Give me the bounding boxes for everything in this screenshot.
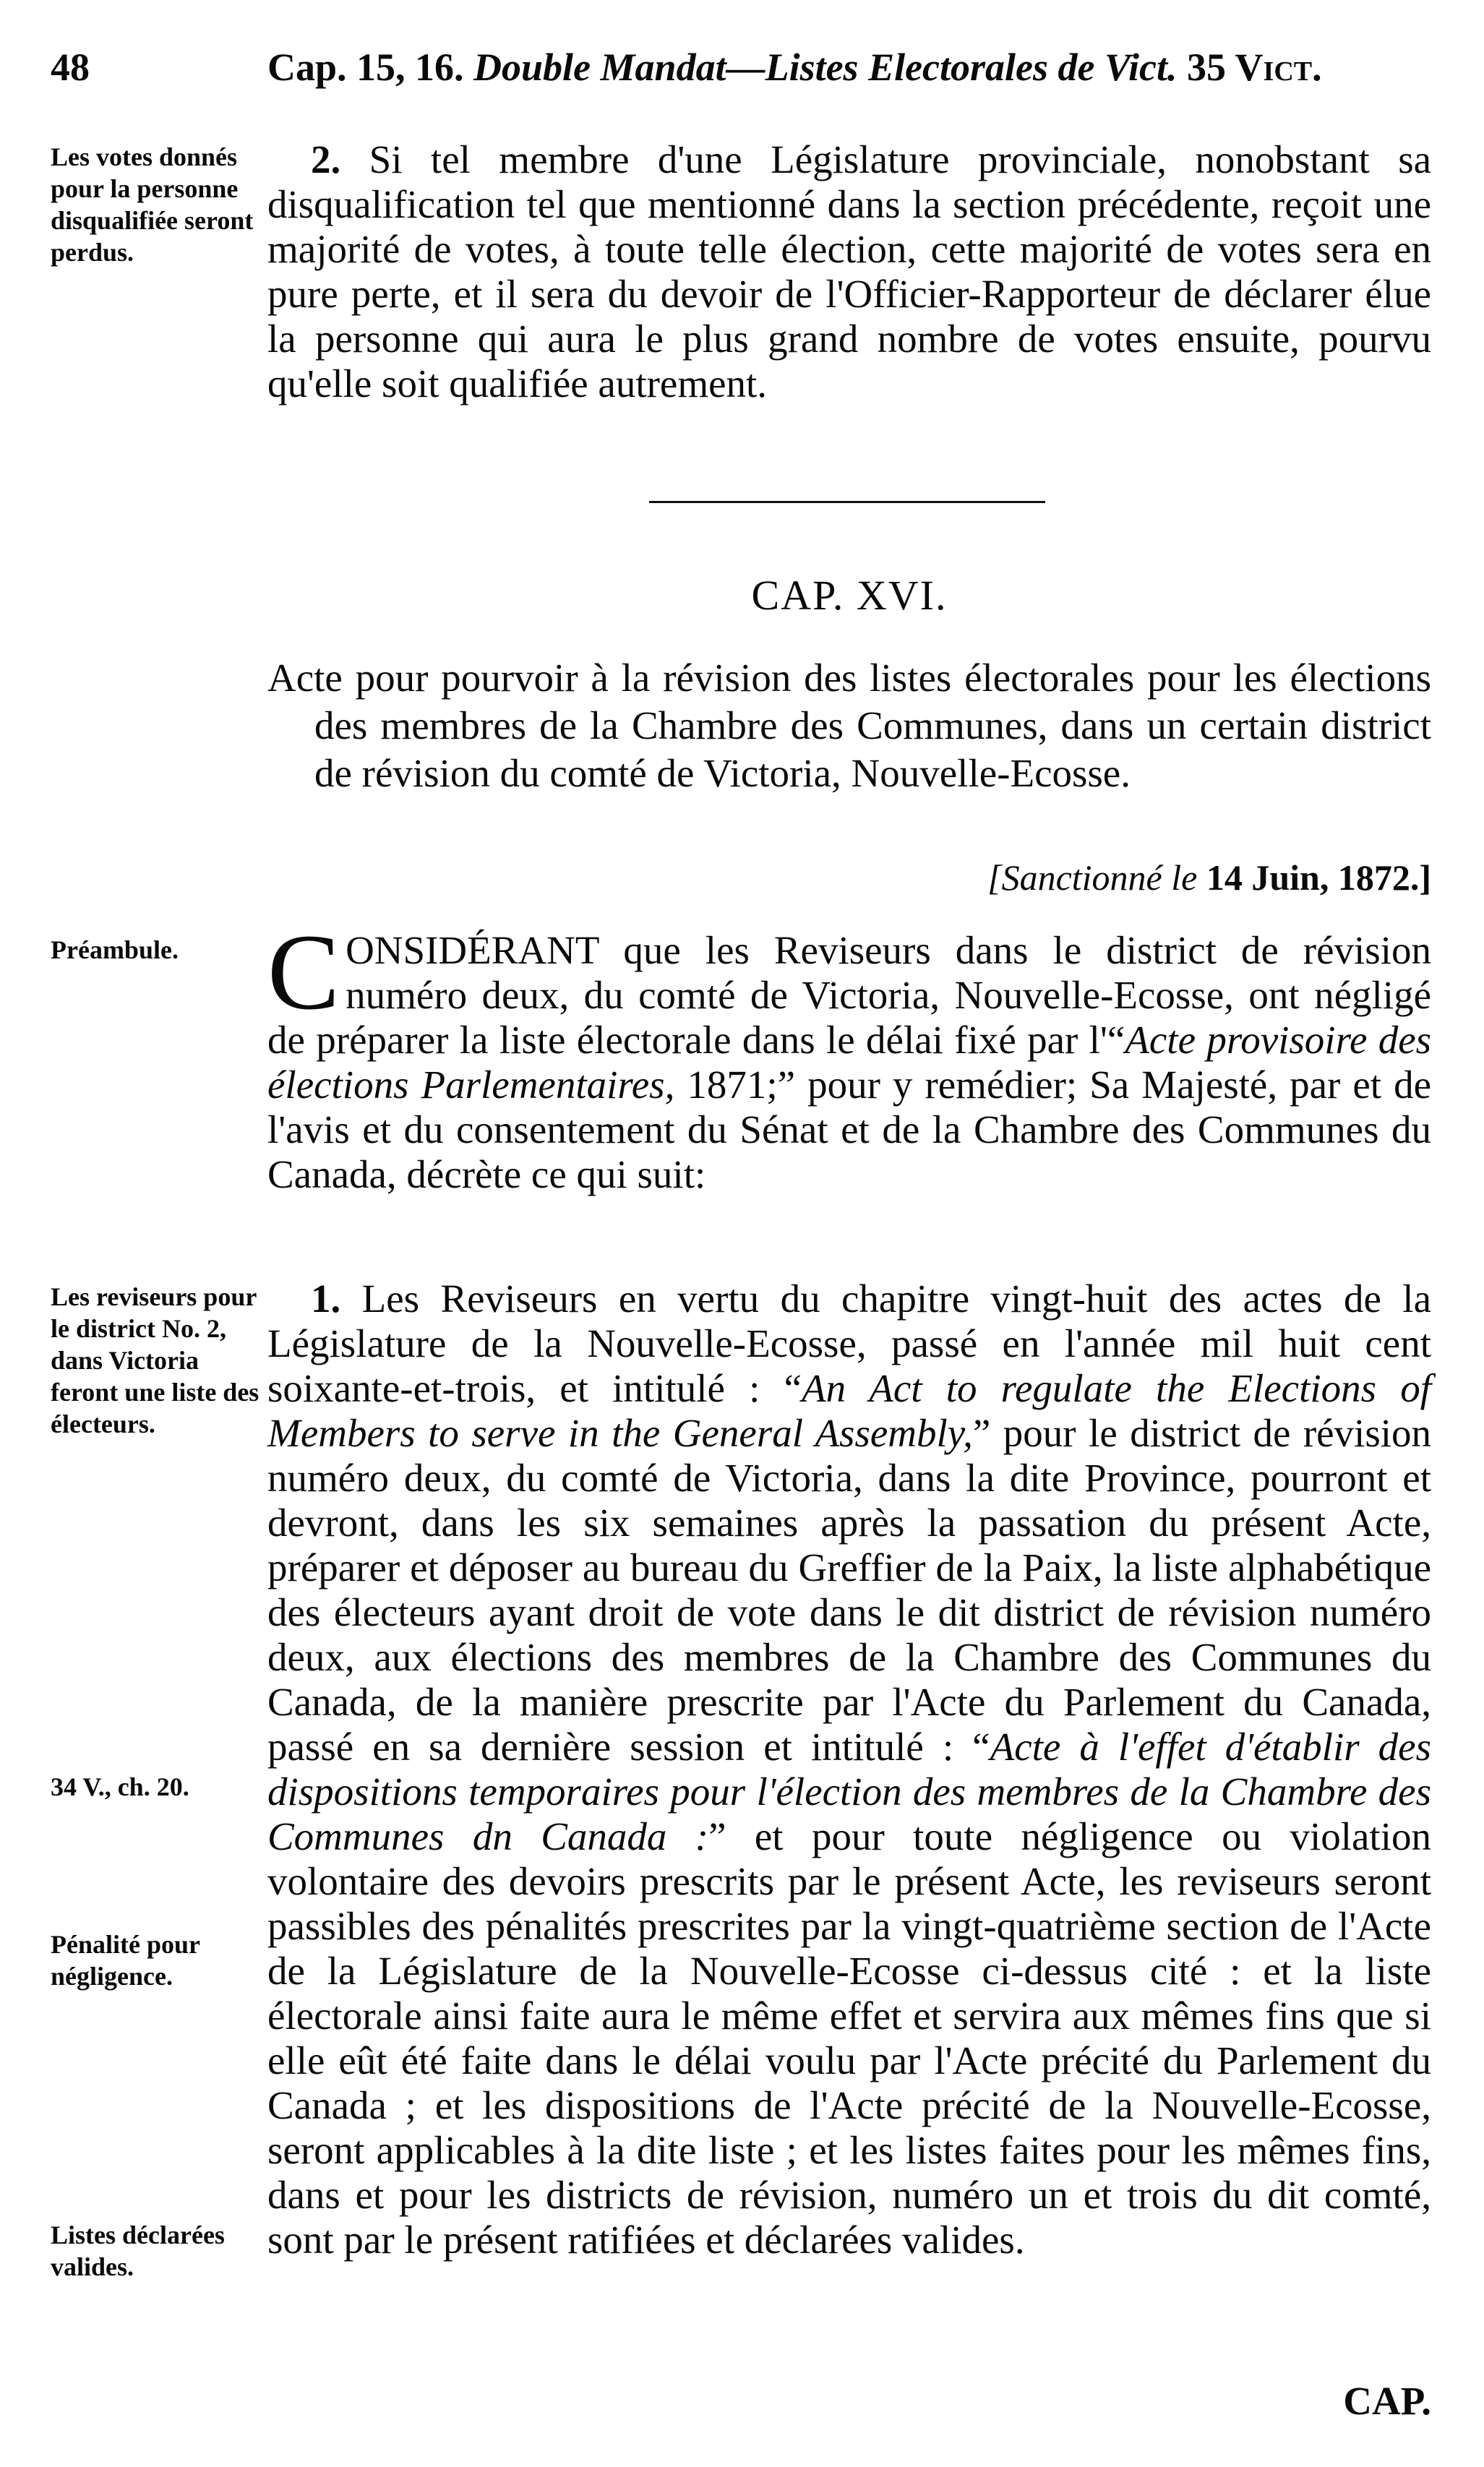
margin-note-penalty: Pénalité pour négligence. — [51, 1930, 200, 1991]
section-1-italic-b: Acte à l'effet d'établir des dispositions temporaires pour l'élection des membres de la Chambre des Communes dn Canada : — [267, 1725, 1431, 1858]
preamble-dropcap: C — [267, 912, 340, 1032]
section-1-text-b: ” pour le district de révision numéro deux, du comté de Victoria, dans la dite Province, pourront et devront, dans les six semaines après la passation du présent Acte, préparer et déposer au bureau du Greffier de la Paix, la liste alphabétique des électeurs ayant droit de vote dans le dit district de révision numéro deux, aux élections des membres de la Chambre des Communes du Canada, de la manière prescrite par l'Acte du Parlement du Canada, passé en sa dernière session et intitulé : “ — [267, 1411, 1432, 1769]
running-head-title: Double Mandat—Listes Electorales de Vict. — [473, 46, 1178, 89]
section-1-text-a: Les Reviseurs en vertu du chapitre vingt-huit des actes de la Législature de la Nouvelle-Ecosse, passé en l'année mil huit cent soixante-et-trois, et intitulé : “ — [267, 1277, 1431, 1410]
chapter-heading: CAP. XVI. — [751, 572, 948, 619]
running-head-regnal-year: 35 Vict. — [1187, 46, 1322, 89]
chapter-title — [267, 654, 1431, 797]
section-1-italic-a: An Act to regulate the Elections of Members to serve in the General Assembly, — [267, 1366, 1431, 1455]
running-head-cap: Cap. 15, 16. — [267, 46, 464, 89]
sanction-line — [987, 857, 1431, 898]
sanction-date: 14 Juin, — [1206, 857, 1329, 898]
section-1-text-c: ” et pour toute négligence ou violation volontaire des devoirs prescrits par le présent Acte, les reviseurs seront passibles des pénalités prescrites par la vingt-quatrième section de l'Acte de la Législature de la Nouvelle-Ecosse ci-dessus cité : et la liste électorale ainsi faite aura le même effet et servira aux mêmes fins que si elle eût été faite dans le délai voulu par l'Acte précité du Parlement du Canada ; et les dispositions de l'Acte précité de la Nouvelle-Ecosse, seront applicables à la dite liste ; et les listes faites pour les mêmes fins, dans et pour les districts de révision, numéro un et trois du dit comté, sont par le présent ratifiées et déclarées valides. — [267, 1814, 1431, 2262]
section-2-paragraph — [267, 137, 1431, 406]
section-1-paragraph — [267, 1277, 1431, 2262]
running-head — [267, 45, 1322, 90]
section-divider — [649, 501, 1045, 503]
page-header — [51, 45, 1438, 103]
margin-note-votes-lost: Les votes donnés pour la personne disqualifiée seront perdus. — [51, 142, 254, 267]
margin-note-preamble: Préambule. — [51, 935, 179, 964]
catchword: CAP. — [1343, 2379, 1431, 2423]
preamble-italic-title: Acte provisoire des élections Parlementaires, — [267, 1018, 1432, 1107]
sanction-prefix: [Sanctionné le — [987, 857, 1198, 898]
margin-note-statute-reference: 34 V., ch. 20. — [51, 1772, 189, 1801]
section-1-number: 1. — [311, 1277, 341, 1321]
page-number: 48 — [51, 46, 90, 89]
preamble-paragraph — [267, 912, 1432, 1197]
margin-note-revisers: Les reviseurs pour le district No. 2, dans Victoria feront une liste des électeurs. — [51, 1282, 260, 1438]
section-2-number: 2. — [311, 137, 341, 181]
section-2-text: Si tel membre d'une Législature provinciale, nonobstant sa disqualification tel que mentionné dans la section précédente, reçoit une majorité de votes, à toute telle élection, cette majorité de votes sera en pure perte, et il sera du devoir de l'Officier-Rapporteur de déclarer élue la personne qui aura le plus grand nombre de votes ensuite, pourvu qu'elle soit qualifiée autrement. — [267, 137, 1432, 406]
margin-note-lists-valid: Listes déclarées valides. — [51, 2221, 225, 2281]
preamble-first-word: ONSIDÉRANT — [346, 928, 599, 972]
preamble-text-a: que les Reviseurs dans le district de révision numéro deux, du comté de Victoria, Nouvelle-Ecosse, ont négligé de préparer la liste électorale dans le délai fixé par l'“ — [267, 928, 1431, 1062]
sanction-year: 1872.] — [1337, 857, 1431, 898]
chapter-title-text: Acte pour pourvoir à la révision des listes électorales pour les élections des membres de la Chambre des Communes, dans un certain district de révision du comté de Victoria, Nouvelle-Ecosse. — [267, 656, 1431, 795]
preamble-text-b: 1871;” pour y remédier; Sa Majesté, par et de l'avis et du consentement du Sénat et de la Chambre des Communes du Canada, décrète ce qui suit: — [267, 1063, 1431, 1196]
